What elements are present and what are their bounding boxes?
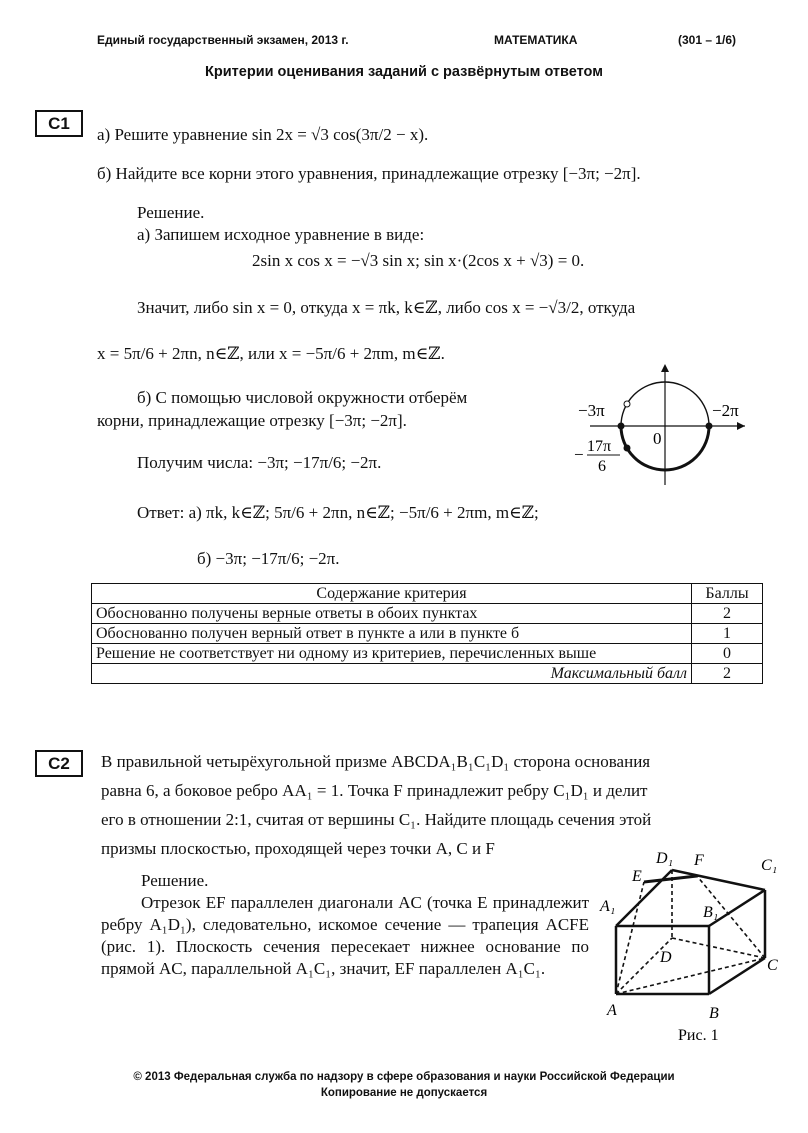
c1-task-b: б) Найдите все корни этого уравнения, принадлежащие отрезку [−3π; −2π]. [97, 164, 641, 183]
edge-BC [709, 958, 765, 994]
vertex-label-A1: A₁ [600, 898, 616, 915]
vertex-label-B1: B₁ [703, 904, 719, 921]
c2-task-line4: призмы плоскостью, проходящей через точки A, C и F [101, 839, 495, 858]
criterion-text: Решение не соответствует ни одному из критериев, перечисленных выше [92, 644, 692, 664]
label-frac-num: 17π [587, 438, 612, 455]
prism-figure [596, 848, 786, 1048]
max-score-label: Максимальный балл [92, 664, 692, 684]
c2-solution-heading: Решение. [141, 871, 209, 890]
table-row [92, 644, 763, 664]
max-score-value: 2 [692, 664, 763, 684]
table-max-row [92, 664, 763, 684]
c1-sol-a-line1: Значит, либо sin x = 0, откуда x = πk, k∈ℤ, либо cos x = −√3/2, откуда [137, 298, 636, 317]
c1-sol-a-line2: x = 5π/6 + 2πn, n∈ℤ, или x = −5π/6 + 2πm, m∈ℤ. [97, 344, 445, 363]
criterion-score: 2 [692, 604, 763, 624]
table-row [92, 604, 763, 624]
c2-task-line3: его в отношении 2:1, считая от вершины C₁. Найдите площадь сечения этой [101, 810, 652, 829]
criterion-score: 0 [692, 644, 763, 664]
c1-solution-heading: Решение. [137, 203, 205, 222]
edge-D1C1 [672, 870, 765, 890]
vertex-label-F: F [694, 852, 704, 869]
c1-sol-a-equation: 2sin x cos x = −√3 sin x; sin x·(2cos x + √3) = 0. [252, 251, 585, 270]
c1-numbers-line: Получим числа: −3π; −17π/6; −2π. [137, 453, 382, 472]
footer-copy-notice: Копирование не допускается [320, 1087, 488, 1099]
header-page: (301 – 1/6) [678, 33, 737, 47]
vertex-label-A: A [607, 1002, 617, 1019]
table-header-cell: Баллы [692, 584, 763, 604]
vertex-label-C: C [767, 957, 778, 974]
vertex-label-C1: C₁ [761, 857, 778, 874]
vertex-label-E: E [632, 868, 642, 885]
page-title: Критерии оценивания заданий с развёрнутым ответом [205, 64, 603, 80]
label-frac-minus: − [574, 445, 584, 464]
criteria-table-c1 [91, 583, 763, 684]
vertex-label-B: B [709, 1005, 719, 1022]
label-zero: 0 [653, 429, 662, 448]
figure-caption: Рис. 1 [678, 1027, 719, 1044]
criterion-score: 1 [692, 624, 763, 644]
c1-task-a: а) Решите уравнение sin 2x = √3 cos(3π/2 − x). [97, 125, 429, 144]
task-label-c1: С1 [35, 110, 83, 137]
c1-sol-a-intro: а) Запишем исходное уравнение в виде: [137, 225, 425, 244]
c1-sol-b-line1: б) С помощью числовой окружности отберём [137, 388, 468, 407]
diagonal-AC [616, 958, 765, 994]
task-label-c2: С2 [35, 750, 83, 777]
footer-copyright: © 2013 Федеральная служба по надзору в сфере образования и науки Российской Федерации [133, 1071, 675, 1083]
label-minus-2pi: −2π [712, 401, 739, 420]
label-frac-den: 6 [598, 458, 606, 475]
segment-EF [644, 876, 697, 882]
point-minus-2pi [706, 423, 713, 430]
point-minus-17pi-6 [624, 445, 631, 452]
table-row [92, 624, 763, 644]
c1-answer-a: Ответ: а) πk, k∈ℤ; 5π/6 + 2πn, n∈ℤ; −5π/6 + 2πm, m∈ℤ; [137, 503, 539, 522]
c2-task-line2: равна 6, а боковое ребро AA₁ = 1. Точка F принадлежит ребру C₁D₁ и делит [101, 781, 648, 800]
edge-AD [616, 938, 672, 994]
criterion-text: Обоснованно получен верный ответ в пункте а или в пункте б [92, 624, 692, 644]
table-header-row [92, 584, 763, 604]
unit-circle-figure [570, 360, 750, 490]
c2-task-line1: В правильной четырёхугольной призме ABCDA₁B₁C₁D₁ сторона основания [101, 752, 651, 771]
segment-AE [616, 882, 644, 994]
point-open [624, 401, 630, 407]
header-subject: МАТЕМАТИКА [494, 33, 578, 47]
header-exam: Единый государственный экзамен, 2013 г. [97, 33, 349, 47]
criterion-text: Обоснованно получены верные ответы в обоих пунктах [92, 604, 692, 624]
c1-answer-b: б) −3π; −17π/6; −2π. [197, 549, 340, 568]
c1-sol-b-line2: корни, принадлежащие отрезку [−3π; −2π]. [97, 411, 407, 430]
table-header-cell: Содержание критерия [92, 584, 692, 604]
point-minus-3pi [618, 423, 625, 430]
vertex-label-D: D [660, 949, 672, 966]
x-axis-arrow-icon [737, 422, 745, 430]
label-minus-3pi: −3π [578, 401, 605, 420]
vertex-label-D1: D₁ [656, 850, 674, 867]
y-axis-arrow-icon [661, 364, 669, 372]
c2-solution-text: Отрезок EF параллелен диагонали AC (точка E принадлежит ребру A₁D₁), следовательно, искомое сечение — трапеция ACFE (рис. 1). Плоскость сечения пересекает нижнее основание по прямой AC, параллельной A₁C₁, значит, EF параллелен A₁C₁. [101, 893, 589, 978]
